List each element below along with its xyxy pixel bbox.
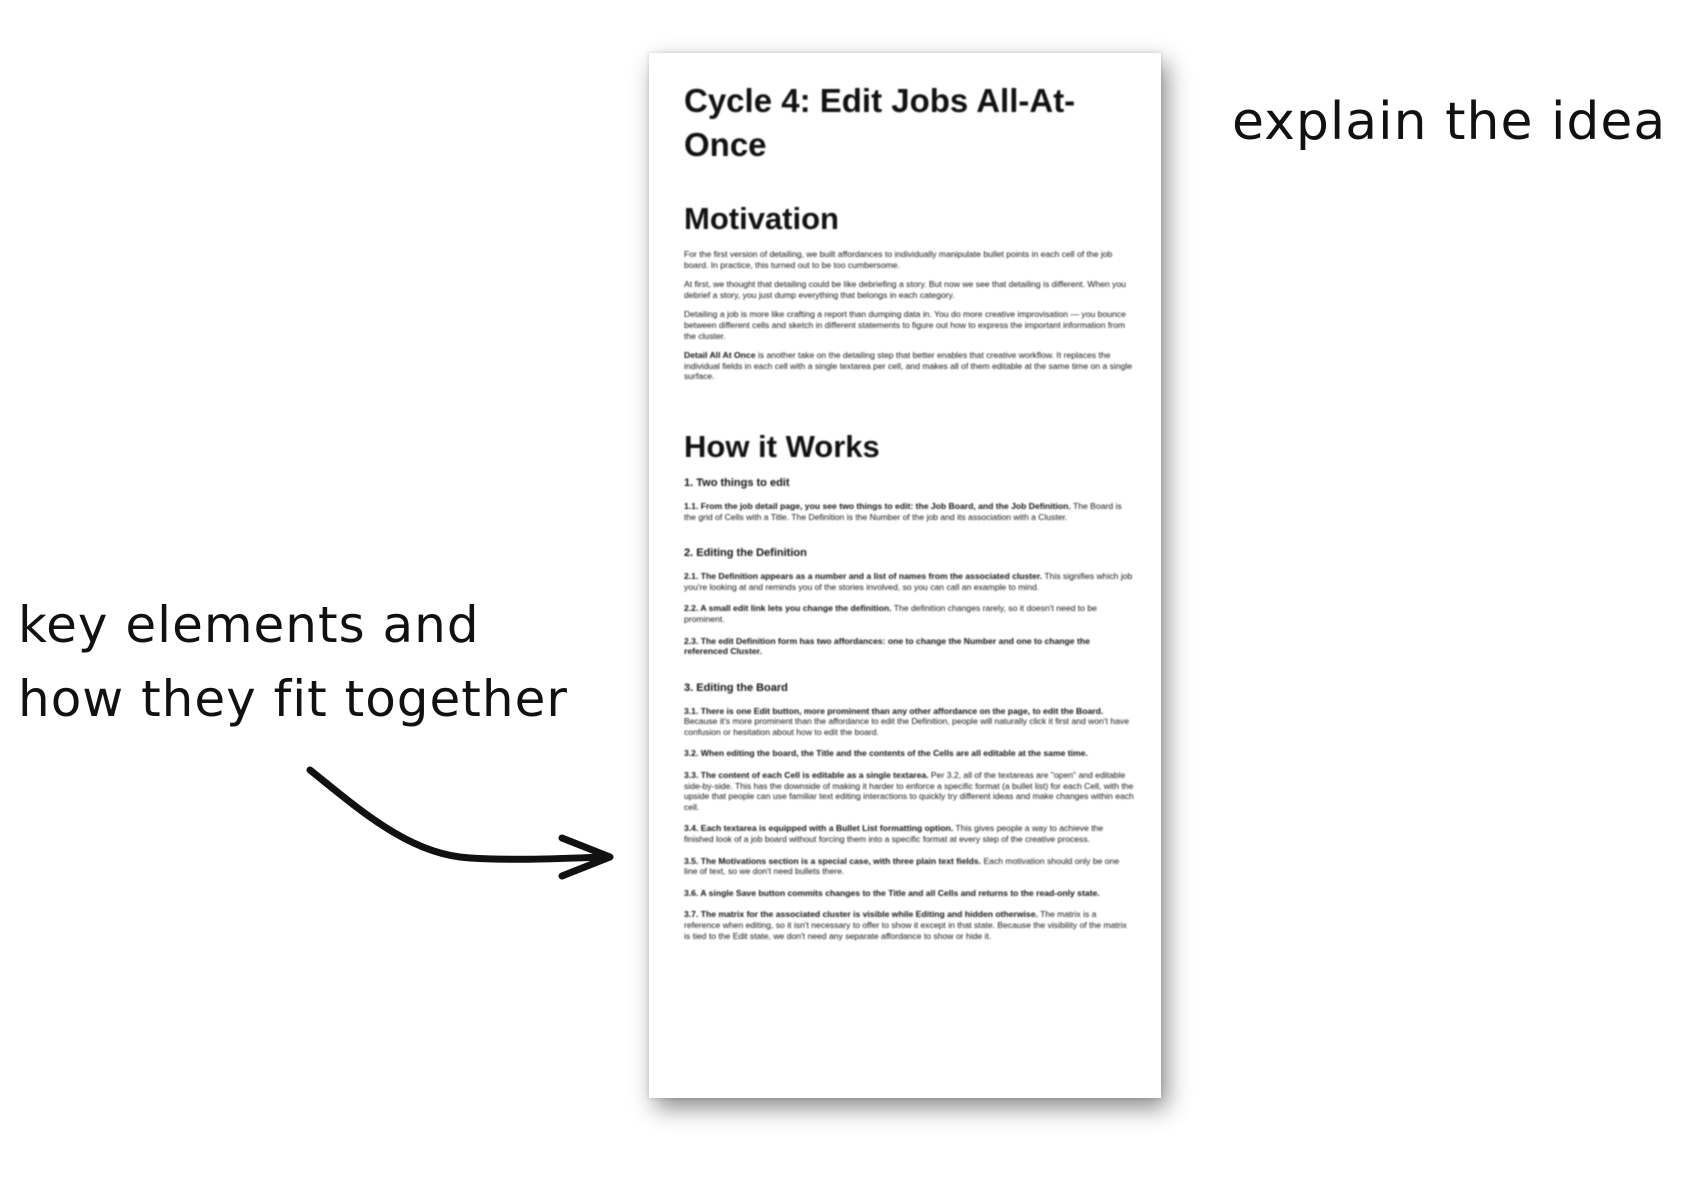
item-text: Each motivation should only be one line of text, so we don't need bullets there. <box>684 855 1120 877</box>
item-text: Because it's more prominent than the affordance to edit the Definition, people will naturally click it first and won't have confusion or hesitation about how to edit the board. <box>684 716 1129 737</box>
item-lead: 3.3. The content of each Cell is editable as a single textarea. <box>684 770 929 781</box>
spacer <box>684 668 1134 682</box>
item-lead: 3.1. There is one Edit button, more prominent than any other affordance on the page, to edit the Board. <box>684 705 1104 716</box>
item-text: Per 3.2, all of the textareas are "open" and editable side-by-side. This has the downside of making it harder to enforce a specific format (a bullet list) for each Cell, with the upside that people can use familiar text editing interactions to quickly try different ideas and make changes within each cell. <box>684 770 1134 812</box>
motivation-heading: Motivation <box>684 201 839 236</box>
annotation-explain-the-idea: explain the idea <box>1232 92 1667 152</box>
section-heading: 2. Editing the Definition <box>684 547 807 560</box>
numbered-item <box>684 603 1134 624</box>
item-lead: 1.1. From the job detail page, you see two things to edit: the Job Board, and the Job Definition. <box>684 500 1071 511</box>
item-text: The Board is the grid of Cells with a Title. The Definition is the Number of the job and its association with a Cluster. <box>684 500 1122 522</box>
numbered-item <box>684 748 1134 759</box>
curved-arrow-icon <box>300 760 620 880</box>
item-lead: 3.6. A single Save button commits changes to the Title and all Cells and returns to the read-only state. <box>684 887 1100 898</box>
numbered-item <box>684 636 1134 657</box>
item-lead: 3.2. When editing the board, the Title and the contents of the Cells are all editable at the same time. <box>684 748 1088 759</box>
motivation-paragraph: Detailing a job is more like crafting a report than dumping data in. You do more creative improvisation — you bounce between different cells and sketch in different statements to figure out how to express the important information from the cluster. <box>684 309 1126 341</box>
numbered-item <box>684 823 1134 844</box>
document-page <box>649 53 1161 1098</box>
numbered-item <box>684 571 1134 592</box>
numbered-item <box>684 706 1134 738</box>
numbered-item <box>684 770 1134 812</box>
document-title: Cycle 4: Edit Jobs All-At-Once <box>684 82 1076 163</box>
item-text: This signifies which job you're looking at and reminds you of the stories involved, so you can call an example to mind. <box>684 571 1133 592</box>
motivation-paragraph-last-text: is another take on the detailing step that better enables that creative workflow. It replaces the individual fields in each cell with a single textarea per cell, and makes all of them editable at the same time on a single surface. <box>684 350 1133 382</box>
section-heading: 3. Editing the Board <box>684 681 788 694</box>
section-heading: 1. Two things to edit <box>684 476 790 489</box>
item-lead: 2.1. The Definition appears as a number and a list of names from the associated cluster. <box>684 571 1043 582</box>
item-lead: 3.5. The Motivations section is a special case, with three plain text fields. <box>684 855 982 866</box>
motivation-section <box>684 249 1134 341</box>
document-content <box>684 79 1134 952</box>
numbered-item <box>684 501 1134 522</box>
how-it-works-heading: How it Works <box>684 428 880 464</box>
item-text: The definition changes rarely, so it doesn't need to be prominent. <box>684 603 1097 624</box>
how-it-works-section <box>684 477 1134 941</box>
motivation-paragraph-last <box>684 350 1134 382</box>
spacer <box>684 533 1134 547</box>
item-lead: 3.4. Each textarea is equipped with a Bullet List formatting option. <box>684 823 954 834</box>
numbered-item <box>684 888 1134 899</box>
spacer <box>684 391 1134 429</box>
numbered-item <box>684 909 1134 941</box>
motivation-paragraph: At first, we thought that detailing could be like debriefing a story. But now we see that detailing is different. When you debrief a story, you just dump everything that belongs in each category. <box>684 279 1127 300</box>
item-lead: 2.2. A small edit link lets you change the definition. <box>684 603 892 614</box>
detail-all-at-once-term: Detail All At Once <box>684 350 756 361</box>
item-text: This gives people a way to achieve the finished look of a job board without forcing them into a specific format at every step of the creative process. <box>684 823 1104 845</box>
item-lead: 3.7. The matrix for the associated cluster is visible while Editing and hidden otherwise. <box>684 909 1038 920</box>
annotation-line-1: key elements and <box>18 596 480 654</box>
item-lead: 2.3. The edit Definition form has two affordances: one to change the Number and one to change the referenced Cluster. <box>684 635 1090 657</box>
motivation-paragraph: For the first version of detailing, we built affordances to individually manipulate bullet points in each cell of the job board. In practice, this turned out to be too cumbersome. <box>684 249 1113 270</box>
annotation-line-2: how they fit together <box>18 670 568 728</box>
annotation-key-elements <box>18 588 568 736</box>
numbered-item <box>684 856 1134 877</box>
item-text: The matrix is a reference when editing, so it isn't necessary to offer to show it except in that state. Because the visibility of the matrix is tied to the Edit state, we don't need any separate affordance to show or hide it. <box>684 909 1127 941</box>
